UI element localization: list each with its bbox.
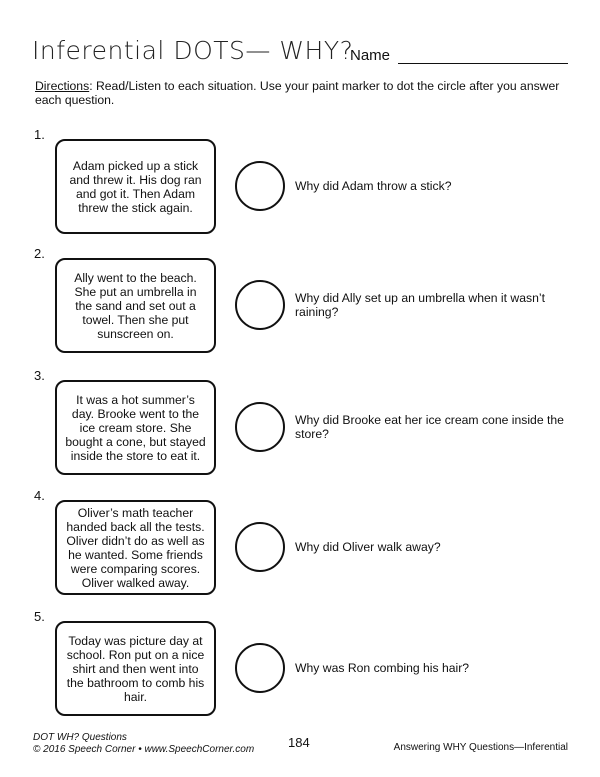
situation-item-5 [0,609,600,719]
name-line[interactable] [398,47,568,64]
directions-text: : Read/Listen to each situation. Use your paint marker to dot the circle after you answer each question. [35,79,560,107]
directions [35,79,570,107]
dot-circle[interactable] [235,402,285,452]
story-text: Adam picked up a stick and threw it. His dog ran and got it. Then Adam threw the stick again. [69,158,202,215]
footer-credits [33,732,254,756]
question-text: Why was Ron combing his hair? [295,661,470,675]
footer-copyright: © 2016 Speech Corner • www.SpeechCorner.com [33,744,255,755]
dot-circle[interactable] [235,643,285,693]
footer-book-title: DOT WH? Questions [33,732,127,743]
question-text: Why did Oliver walk away? [295,540,441,554]
story-box [55,258,216,353]
story-text: Oliver’s math teacher handed back all the tests. Oliver didn’t do as well as he wanted. Some friends were comparing scores. Oliver walked away. [66,505,205,590]
name-field [350,47,568,64]
dot-circle[interactable] [235,161,285,211]
story-text: Today was picture day at school. Ron put on a nice shirt and then went into the bathroom to comb his hair. [66,633,205,704]
situation-item-2 [0,246,600,356]
story-box [55,500,216,595]
dot-circle[interactable] [235,280,285,330]
directions-label: Directions [35,79,90,93]
situation-item-4 [0,488,600,598]
situation-item-1 [0,127,600,237]
footer-section-title: Answering WHY Questions—Inferential [393,742,568,753]
story-text: It was a hot summer’s day. Brooke went to the ice cream store. She bought a cone, but stayed inside the store to eat it. [65,392,206,463]
story-text: Ally went to the beach. She put an umbrella in the sand and set out a towel. Then she put sunscreen on. [74,270,197,341]
question-text: Why did Brooke eat her ice cream cone inside the store? [295,413,564,441]
situation-item-3 [0,368,600,478]
worksheet-title: Inferential DOTS— WHY? [32,36,354,65]
question-text: Why did Adam throw a stick? [295,179,452,193]
story-box [55,139,216,234]
name-label: Name [350,47,391,64]
page-number: 184 [288,735,310,750]
item-number: 3. [34,368,45,383]
item-number: 2. [34,246,45,261]
item-number: 1. [34,127,45,142]
story-box [55,380,216,475]
dot-circle[interactable] [235,522,285,572]
item-number: 5. [34,609,45,624]
story-box [55,621,216,716]
item-number: 4. [34,488,45,503]
question-text: Why did Ally set up an umbrella when it wasn’t raining? [295,291,545,319]
